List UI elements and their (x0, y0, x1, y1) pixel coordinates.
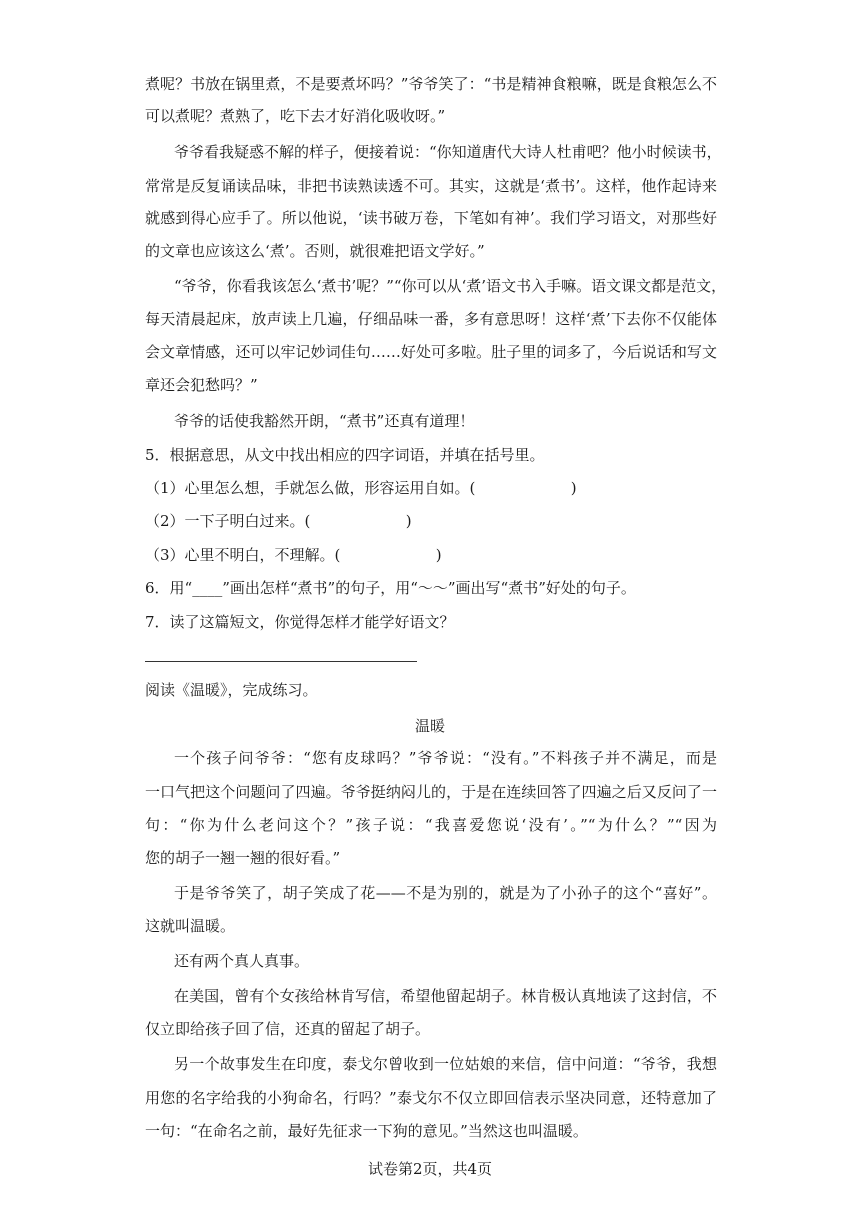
passage-line: 还有两个真人真事。 (174, 952, 310, 970)
passage-line: 一个孩子问爷爷：“您有皮球吗？”爷爷说：“没有。”不料孩子并不满足，而是 (174, 749, 717, 767)
story-line: 爷爷的话使我豁然开朗，“煮书”还真有道理！ (174, 412, 475, 430)
passage-line: 在美国，曾有个女孩给林肯写信，希望他留起胡子。林肯极认真地读了这封信，不 (174, 987, 717, 1005)
story-line: 可以煮呢？煮熟了，吃下去才好消化吸收呀。” (145, 107, 446, 125)
question-7: 7．读了这篇短文，你觉得怎样才能学好语文？ (145, 613, 455, 631)
question-5: 5．根据意思，从文中找出相应的四字词语，并填在括号里。 (145, 446, 545, 464)
story-line: 煮呢？书放在锅里煮，不是要煮坏吗？”爷爷笑了：“书是精神食粮嘛，既是食粮怎么不 (145, 75, 717, 93)
reading-intro: 阅读《温暖》，完成练习。 (145, 681, 318, 699)
question-6: 6．用“____”画出怎样“煮书”的句子，用“～～”画出写“煮书”好处的句子。 (145, 579, 636, 597)
story-line: 常常是反复诵读品味，非把书读熟读透不可。其实，这就是‘煮书’。这样，他作起诗来 (145, 177, 717, 195)
story-line: 会文章情感，还可以牢记妙词佳句……好处可多啦。肚子里的词多了，今后说话和写文 (145, 343, 717, 361)
passage-line: 这就叫温暖。 (145, 917, 236, 935)
passage-line: 一句：“在命名之前，最好先征求一下狗的意见。”当然这也叫温暖。 (145, 1122, 588, 1140)
passage-line: 仅立即给孩子回了信，还真的留起了胡子。 (145, 1020, 431, 1038)
story-line: 就感到得心应手了。所以他说，‘读书破万卷，下笔如有神’。我们学习语文，对那些好 (145, 209, 717, 227)
question-5-1: （1）心里怎么想，手就怎么做，形容运用自如。( ) (145, 479, 577, 497)
passage-line: 一口气把这个问题问了四遍。爷爷挺纳闷儿的，于是在连续回答了四遍之后又反问了一 (145, 783, 717, 801)
answer-line (145, 661, 417, 662)
story-line: 章还会犯愁吗？” (145, 376, 258, 394)
passage-line: 句：“你为什么老问这个？”孩子说：“我喜爱您说‘没有’。”“为什么？”“因为 (145, 816, 717, 834)
passage-title: 温暖 (414, 717, 445, 735)
page-footer: 试卷第2页，共4页 (367, 1160, 493, 1178)
passage-line: 您的胡子一翘一翘的很好看。” (145, 849, 341, 867)
passage-line: 用您的名字给我的小狗命名，行吗？”泰戈尔不仅立即回信表示坚决同意，还特意加了 (145, 1089, 717, 1107)
question-5-2: （2）一下子明白过来。( ) (145, 512, 412, 530)
story-line: 爷爷看我疑惑不解的样子，便接着说：“你知道唐代大诗人杜甫吧？他小时候读书， (174, 143, 722, 161)
story-line: 的文章也应该这么‘煮’。否则，就很难把语文学好。” (145, 242, 485, 260)
passage-line: 另一个故事发生在印度，泰戈尔曾收到一位姑娘的来信，信中问道：“爷爷，我想 (174, 1055, 717, 1073)
question-5-3: （3）心里不明白，不理解。( ) (145, 546, 442, 564)
story-line: 每天清晨起床，放声读上几遍，仔细品味一番，多有意思呀！这样‘煮’下去你不仅能体 (145, 310, 717, 328)
passage-line: 于是爷爷笑了，胡子笑成了花——不是为别的，就是为了小孙子的这个“喜好”。 (174, 884, 717, 902)
story-line: “爷爷，你看我该怎么‘煮书’呢？”“你可以从‘煮’语文书入手嘛。语文课文都是范文， (174, 277, 727, 295)
